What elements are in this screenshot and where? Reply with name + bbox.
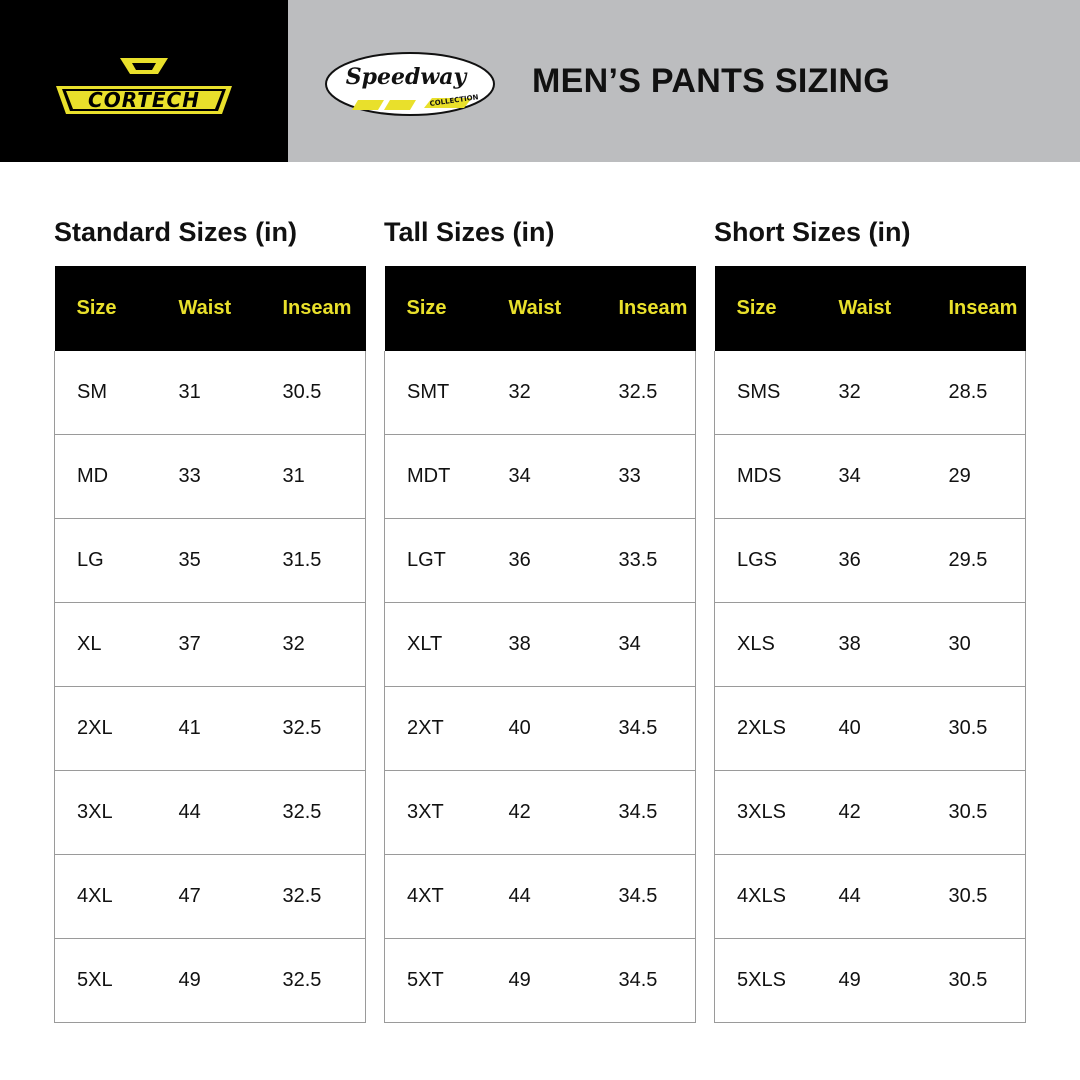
inseam-cell: 32.5 [283,855,366,939]
waist-cell: 49 [839,939,949,1023]
table-row [385,435,696,519]
table-row [385,603,696,687]
size-cell: 4XT [385,855,509,939]
section-title: Short Sizes (in) [714,217,911,247]
waist-cell: 44 [839,855,949,939]
size-cell: 5XT [385,939,509,1023]
waist-cell: 34 [509,435,619,519]
inseam-cell: 34.5 [619,855,696,939]
size-cell: 2XT [385,687,509,771]
waist-cell: 40 [839,687,949,771]
column-header: Waist [838,297,892,319]
waist-cell: 42 [509,771,619,855]
column-header: Size [406,297,447,319]
inseam-cell: 33.5 [619,519,696,603]
inseam-cell: 31.5 [283,519,366,603]
section-title: Standard Sizes (in) [54,217,298,247]
size-cell: SM [77,381,107,403]
size-cell: MDS [715,435,839,519]
inseam-cell: 29 [949,435,1026,519]
short-sizes-table [714,266,1026,1023]
waist-cell: 40 [509,687,619,771]
page-title: MEN’S PANTS SIZING [532,62,891,100]
table-header-row [715,266,1026,351]
size-cell: SMT [407,381,450,403]
waist-cell: 35 [179,519,283,603]
inseam-cell: 30.5 [282,381,322,403]
table-row [385,855,696,939]
waist-cell: 37 [179,603,283,687]
table-row [385,519,696,603]
waist-cell: 42 [839,771,949,855]
svg-text:Speedway: Speedway [345,64,467,90]
standard-sizes-table [54,266,366,1023]
cortech-logo [52,50,236,122]
inseam-cell: 30.5 [949,771,1026,855]
column-header: Size [76,297,117,319]
table-row [55,855,366,939]
standard-sizes-section [54,212,366,1023]
table-row [385,687,696,771]
column-header: Inseam [282,297,352,319]
column-header: Size [736,297,777,319]
waist-cell: 44 [509,855,619,939]
table-row [55,939,366,1023]
inseam-cell: 34 [619,603,696,687]
size-cell: LGT [385,519,509,603]
table-row [715,519,1026,603]
size-cell: LGS [715,519,839,603]
column-header: Inseam [618,297,688,319]
table-row [55,519,366,603]
size-cell: MD [55,435,179,519]
size-cell: 2XLS [715,687,839,771]
table-row [385,351,696,435]
tall-sizes-table [384,266,696,1023]
table-row [55,351,366,435]
inseam-cell: 30.5 [949,855,1026,939]
inseam-cell: 34.5 [619,687,696,771]
svg-text:CORTECH: CORTECH [88,88,200,112]
table-row [715,435,1026,519]
table-row [715,939,1026,1023]
waist-cell: 34 [839,435,949,519]
inseam-cell: 32.5 [618,381,658,403]
waist-cell: 44 [179,771,283,855]
inseam-cell: 28.5 [948,381,988,403]
waist-cell: 33 [179,435,283,519]
inseam-cell: 32.5 [283,771,366,855]
table-row [55,687,366,771]
table-row [715,351,1026,435]
size-cell: 5XL [55,939,179,1023]
waist-cell: 49 [179,939,283,1023]
table-row [715,603,1026,687]
table-row [715,771,1026,855]
inseam-cell: 31 [283,435,366,519]
table-header-row [55,266,366,351]
waist-cell: 32 [508,381,531,403]
inseam-cell: 34.5 [619,771,696,855]
waist-cell: 36 [509,519,619,603]
size-cell: 3XT [385,771,509,855]
header [0,0,1080,162]
size-cell: 5XLS [715,939,839,1023]
waist-cell: 31 [178,381,201,403]
waist-cell: 38 [509,603,619,687]
size-cell: 3XLS [715,771,839,855]
inseam-cell: 29.5 [949,519,1026,603]
inseam-cell: 33 [619,435,696,519]
inseam-cell: 30.5 [949,687,1026,771]
section-title: Tall Sizes (in) [384,217,555,247]
table-row [55,771,366,855]
size-cell: 3XL [55,771,179,855]
svg-text:COLLECTION: COLLECTION [429,93,479,108]
short-sizes-section [714,212,1026,1023]
brand-block [0,0,288,162]
inseam-cell: 32 [283,603,366,687]
size-cell: 2XL [55,687,179,771]
size-cell: LG [55,519,179,603]
inseam-cell: 34.5 [619,939,696,1023]
table-row [55,603,366,687]
size-cell: XLT [385,603,509,687]
size-cell: 4XLS [715,855,839,939]
size-cell: 4XL [55,855,179,939]
waist-cell: 47 [179,855,283,939]
inseam-cell: 32.5 [283,939,366,1023]
speedway-logo [322,50,498,122]
column-header: Waist [178,297,232,319]
waist-cell: 32 [838,381,861,403]
table-row [715,855,1026,939]
inseam-cell: 30.5 [949,939,1026,1023]
waist-cell: 49 [509,939,619,1023]
size-cell: XLS [715,603,839,687]
column-header: Waist [508,297,562,319]
waist-cell: 36 [839,519,949,603]
table-header-row [385,266,696,351]
column-header: Inseam [948,297,1018,319]
size-cell: SMS [737,381,781,403]
table-row [385,939,696,1023]
inseam-cell: 32.5 [283,687,366,771]
waist-cell: 38 [839,603,949,687]
size-cell: MDT [385,435,509,519]
waist-cell: 41 [179,687,283,771]
tall-sizes-section [384,212,696,1023]
table-row [385,771,696,855]
size-cell: XL [55,603,179,687]
inseam-cell: 30 [949,603,1026,687]
table-row [715,687,1026,771]
table-row [55,435,366,519]
